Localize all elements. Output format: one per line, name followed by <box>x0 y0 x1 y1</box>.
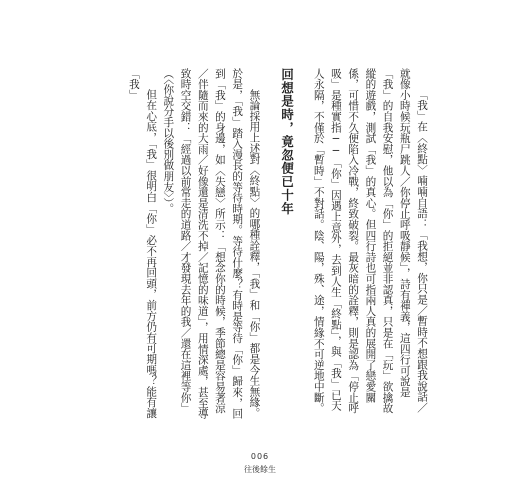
paragraph-2: 無論採用上述對〈終點〉的哪種詮釋，「我」和「你」都是今生無緣。於是，「我」踏入漫長的等待時期。等待什麼？有時是等待「你」歸來，回到「我」的身邊，如〈失戀〉所示：「想念你的時候，季節總是容易著涼／伴隨而來的大雨／好像還是清洗不掉／記憶的味道」，用情深處，甚至導致時空交錯：「經過以前常走的道路／才發現去年的我／還在這裡等你」（〈你說分手以後別做朋友〉）。 <box>162 68 261 420</box>
section-heading: 回想是時，竟忽便已十年 <box>279 68 295 216</box>
page-number: 006 <box>250 452 270 461</box>
paragraph-3: 但在心底，「我」很明白「你」必不再回頭，前方仍有可期嗎？能有讓「我」 <box>127 68 158 419</box>
vertical-text-column <box>125 68 430 420</box>
paragraph-1: 「我」在〈終點〉喃喃自語：「我想，你只是／暫時不想跟我說話／就像小時候玩瓶尸跳人／你停止呼吸靜候」，詩有禪義，這四行可說是「我」的自我安慰，他以為「你」的拒絕並非認真，只是在「玩」欲擒故縱的遊戲，測試「我」的真心。但四行詩也可指兩人真的展開了戀愛關係，可惜不久便陷入冷戰，終致破裂。最灰暗的詮釋，則是認為「停止呼吸」是種實指──「你」因遇上意外，去到人生「終點」，與「我」已天人永隔，不僅於「暫時」不對話。陰、陽，殊、途，情緣不可逆地中斷。 <box>312 68 428 414</box>
book-title-footer: 往後餘生 <box>244 465 276 474</box>
